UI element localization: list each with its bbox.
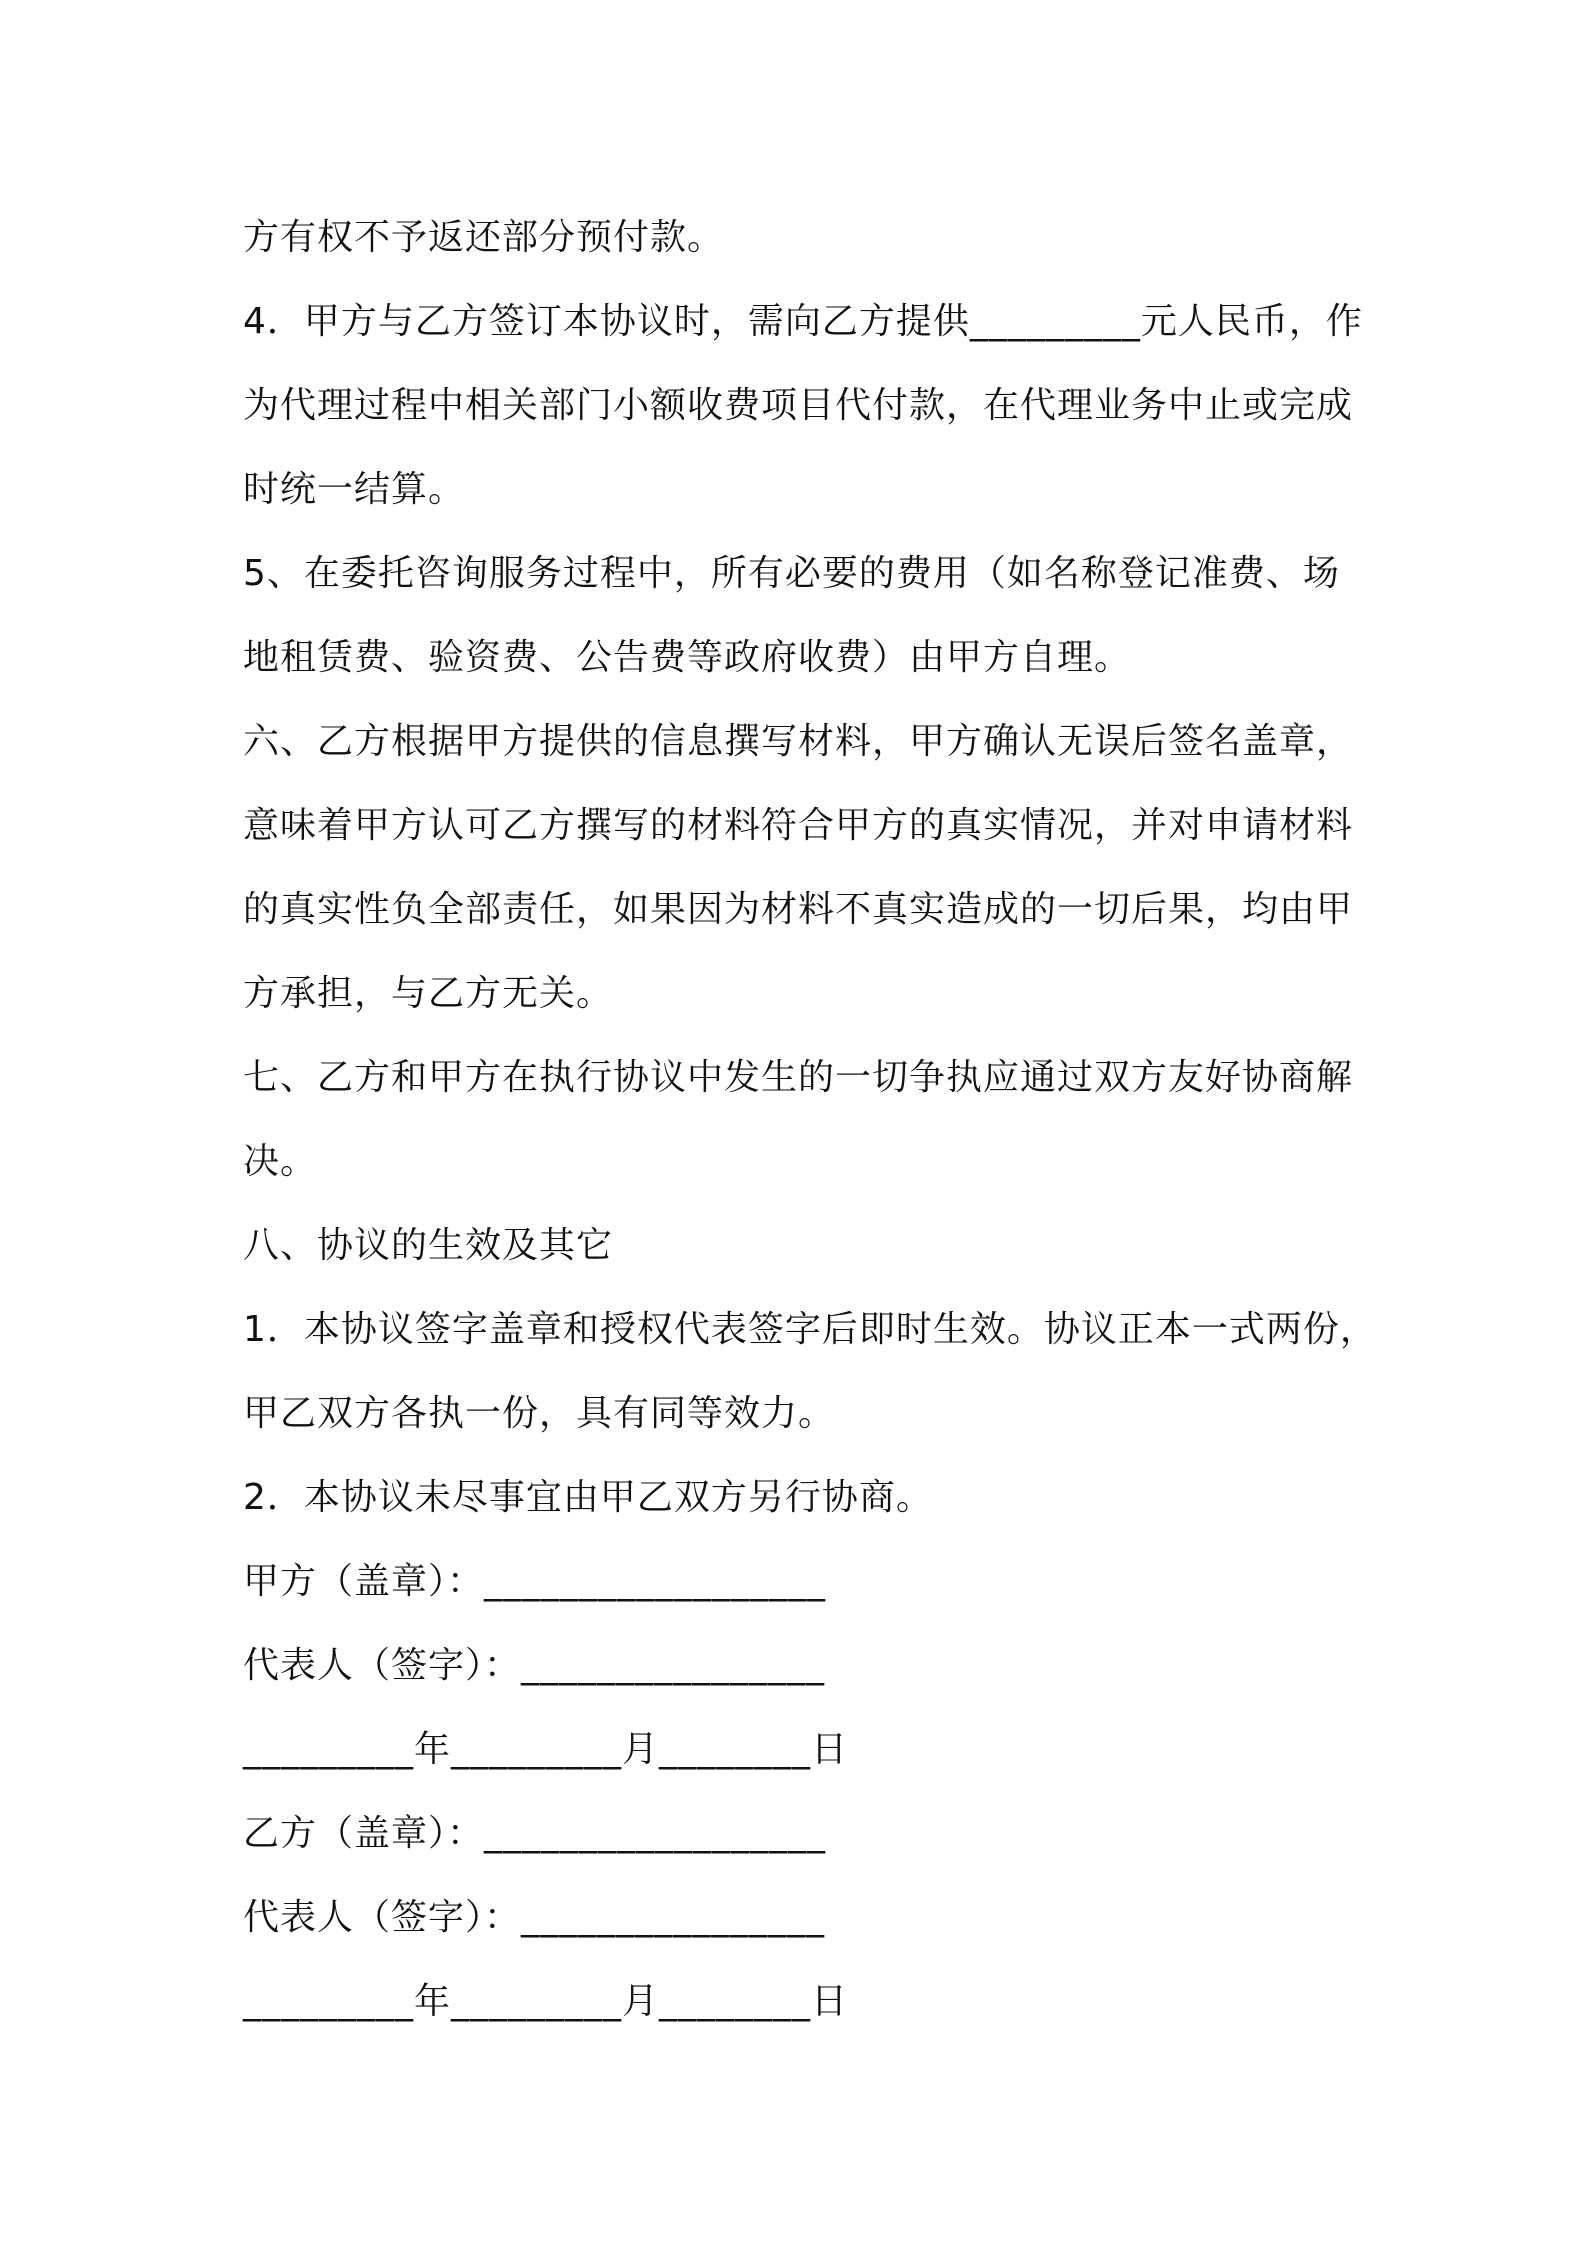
party-b-representative-line: 代表人（签字）：________________: [243, 1897, 826, 1938]
party-a-date-line: _________年_________月________日: [243, 1729, 848, 1770]
party-b-seal-line: 乙方（盖章）：__________________: [243, 1813, 827, 1854]
document-body: [243, 196, 1377, 2044]
text-line: 七、乙方和甲方在执行协议中发生的一切争执应通过双方友好协商解: [243, 1057, 1354, 1098]
text-line: 方有权不予返还部分预付款。: [243, 217, 725, 258]
text-line: 意味着甲方认可乙方撰写的材料符合甲方的真实情况，并对申请材料: [243, 805, 1354, 846]
party-a-seal-line: 甲方（盖章）：__________________: [243, 1561, 827, 1602]
text-line: 为代理过程中相关部门小额收费项目代付款，在代理业务中止或完成: [243, 385, 1354, 426]
text-line: 2．本协议未尽事宜由甲乙双方另行协商。: [243, 1477, 933, 1518]
text-line: 甲乙双方各执一份，具有同等效力。: [243, 1393, 836, 1434]
text-line: 的真实性负全部责任，如果因为材料不真实造成的一切后果，均由甲: [243, 889, 1354, 930]
party-a-representative-line: 代表人（签字）：________________: [243, 1645, 826, 1686]
text-line: 决。: [243, 1141, 318, 1182]
party-b-date-line: _________年_________月________日: [243, 1981, 848, 2022]
text-line: 方承担，与乙方无关。: [243, 973, 614, 1014]
text-line: 4．甲方与乙方签订本协议时，需向乙方提供_________元人民币，作: [243, 301, 1363, 342]
text-line: 六、乙方根据甲方提供的信息撰写材料，甲方确认无误后签名盖章，: [243, 721, 1354, 762]
text-line: 地租赁费、验资费、公告费等政府收费）由甲方自理。: [243, 637, 1132, 678]
section-heading: 八、协议的生效及其它: [243, 1225, 614, 1266]
text-line: 时统一结算。: [243, 469, 466, 510]
text-line: 5、在委托咨询服务过程中，所有必要的费用（如名称登记准费、场: [243, 553, 1340, 594]
text-line: 1．本协议签字盖章和授权代表签字后即时生效。协议正本一式两份，: [243, 1309, 1377, 1350]
